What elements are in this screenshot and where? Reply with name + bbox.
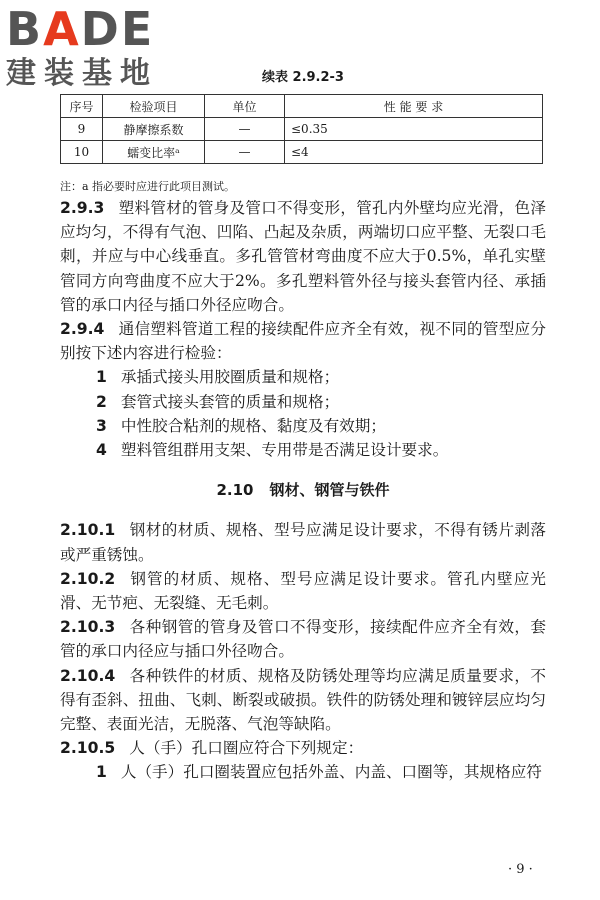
table-cell: — bbox=[205, 118, 285, 141]
table-cell: 静摩擦系数 bbox=[103, 118, 205, 141]
header-cell: 性 能 要 求 bbox=[285, 95, 543, 118]
item-text: 塑料管组群用支架、专用带是否满足设计要求。 bbox=[120, 441, 449, 460]
item-text: 套管式接头套管的质量和规格； bbox=[120, 392, 340, 411]
list-item bbox=[60, 365, 546, 389]
item-text: 承插式接头用胶圈质量和规格； bbox=[120, 368, 340, 387]
clause-text: 钢材的材质、规格、型号应满足设计要求，不得有锈片剥落或严重锈蚀。 bbox=[60, 521, 546, 564]
clause-number: 2.9.3 bbox=[60, 199, 105, 217]
item-text: 中性胶合粘剂的规格、黏度及有效期； bbox=[120, 416, 386, 435]
document-body bbox=[60, 196, 546, 785]
clause-paragraph bbox=[60, 196, 546, 317]
clause-paragraph bbox=[60, 615, 546, 663]
clause-text: 通信塑料管道工程的接续配件应齐全有效，视不同的管型应分别按下述内容进行检验： bbox=[60, 320, 546, 363]
list-item bbox=[60, 760, 546, 784]
table-caption: 续表 2.9.2-3 bbox=[262, 70, 344, 85]
clause-number: 2.10.1 bbox=[60, 521, 116, 540]
table-note: 注：a 指必要时应进行此项目测试。 bbox=[60, 180, 236, 193]
table-cell: ≤0.35 bbox=[285, 118, 543, 141]
section-number: 2.10 bbox=[216, 481, 254, 500]
spec-table bbox=[60, 94, 543, 164]
list-item bbox=[60, 414, 546, 438]
clause-number: 2.10.3 bbox=[60, 618, 116, 637]
logo-wordmark: BADE bbox=[6, 2, 155, 56]
table-cell: 蠕变比率ᵃ bbox=[103, 141, 205, 164]
header-cell: 序号 bbox=[61, 95, 103, 118]
clause-paragraph bbox=[60, 317, 546, 365]
clause-text: 钢管的材质、规格、型号应满足设计要求。管孔内壁应光滑、无节疤、无裂缝、无毛刺。 bbox=[60, 569, 546, 613]
table-row bbox=[61, 118, 543, 141]
section-heading bbox=[60, 478, 546, 502]
header-cell: 单位 bbox=[205, 95, 285, 118]
item-number: 4 bbox=[96, 441, 107, 460]
clause-text: 塑料管材的管身及管口不得变形，管孔内外壁均应光滑，色泽应均匀，不得有气泡、凹陷、凸起及杂质，两端切口应平整、无裂口毛刺，并应与中心线垂直。多孔管管材弯曲度不应大于0.5%，单孔实壁管同方向弯曲度不应大于2%。多孔塑料管外径与接头套管内径、承插管的承口内径与插口外径应吻合。 bbox=[60, 199, 546, 314]
clause-number: 2.10.5 bbox=[60, 739, 116, 758]
item-text: 人（手）孔口圈装置应包括外盖、内盖、口圈等，其规格应符 bbox=[120, 763, 542, 782]
brand-logo bbox=[6, 4, 181, 92]
clause-paragraph bbox=[60, 518, 546, 566]
table-cell: 10 bbox=[61, 141, 103, 164]
clause-paragraph bbox=[60, 736, 546, 760]
item-number: 2 bbox=[96, 392, 107, 411]
table-cell: — bbox=[205, 141, 285, 164]
table-header-row bbox=[61, 95, 543, 118]
table-cell: ≤4 bbox=[285, 141, 543, 164]
list-item bbox=[60, 390, 546, 414]
clause-text: 各种钢管的管身及管口不得变形，接续配件应齐全有效，套管的承口内径应与插口外径吻合。 bbox=[60, 618, 546, 661]
table-row bbox=[61, 141, 543, 164]
section-title: 钢材、钢管与铁件 bbox=[269, 481, 390, 500]
header-cell: 检验项目 bbox=[103, 95, 205, 118]
item-number: 3 bbox=[96, 416, 107, 435]
clause-paragraph bbox=[60, 567, 546, 615]
clause-number: 2.10.2 bbox=[60, 569, 116, 588]
item-number: 1 bbox=[96, 368, 107, 387]
clause-number: 2.10.4 bbox=[60, 666, 116, 685]
table-cell: 9 bbox=[61, 118, 103, 141]
logo-chinese-name: 建装基地 bbox=[6, 56, 158, 91]
page-number: · 9 · bbox=[508, 862, 533, 877]
clause-text: 各种铁件的材质、规格及防锈处理等均应满足质量要求，不得有歪斜、扭曲、飞刺、断裂或破损。铁件的防锈处理和镀锌层应均匀完整、表面光洁，无脱落、气泡等缺陷。 bbox=[60, 666, 546, 734]
item-number: 1 bbox=[96, 763, 107, 782]
clause-number: 2.9.4 bbox=[60, 320, 105, 339]
clause-paragraph bbox=[60, 664, 546, 737]
list-item bbox=[60, 438, 546, 462]
clause-text: 人（手）孔口圈应符合下列规定： bbox=[129, 739, 364, 758]
